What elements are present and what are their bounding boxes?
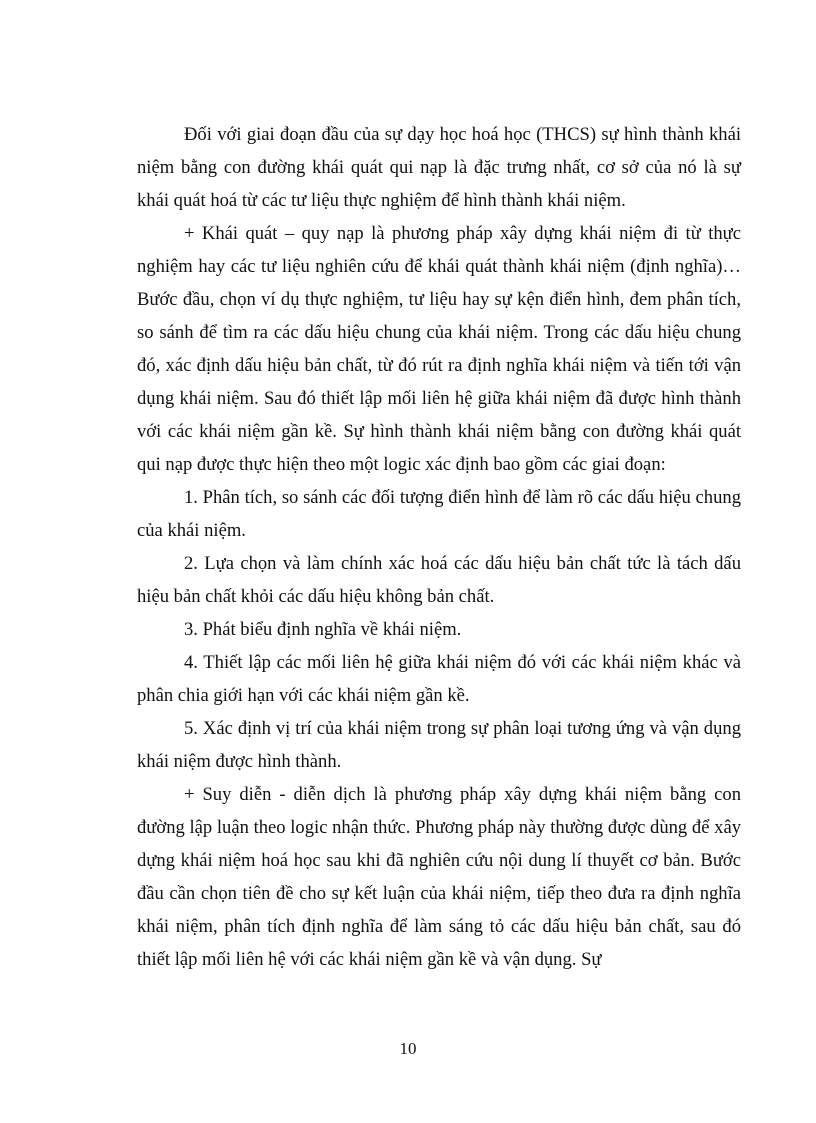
document-body (137, 118, 741, 976)
list-item-step-1: 1. Phân tích, so sánh các đối tượng điển hình để làm rõ các dấu hiệu chung của khái niệm. (137, 487, 741, 541)
list-item-step-4: 4. Thiết lập các mối liên hệ giữa khái niệm đó với các khái niệm khác và phân chia giới hạn với các khái niệm gần kề. (137, 652, 741, 706)
list-item-step-5: 5. Xác định vị trí của khái niệm trong sự phân loại tương ứng và vận dụng khái niệm được hình thành. (137, 718, 741, 772)
paragraph-deductive-method: + Suy diễn - diễn dịch là phương pháp xây dựng khái niệm bằng con đường lập luận theo logic nhận thức. Phương pháp này thường được dùng để xây dựng khái niệm hoá học sau khi đã nghiên cứu nội dung lí thuyết cơ bản. Bước đầu cần chọn tiên đề cho sự kết luận của khái niệm, tiếp theo đưa ra định nghĩa khái niệm, phân tích định nghĩa để làm sáng tỏ các dấu hiệu bản chất, sau đó thiết lập mối liên hệ với các khái niệm gần kề và vận dụng. Sự (137, 784, 741, 970)
paragraph-inductive-method: + Khái quát – quy nạp là phương pháp xây dựng khái niệm đi từ thực nghiệm hay các tư liệu nghiên cứu để khái quát thành khái niệm (định nghĩa)…Bước đầu, chọn ví dụ thực nghiệm, tư liệu hay sự kện điển hình, đem phân tích, so sánh để tìm ra các dấu hiệu chung của khái niệm. Trong các dấu hiệu chung đó, xác định dấu hiệu bản chất, từ đó rút ra định nghĩa khái niệm và tiến tới vận dụng khái niệm. Sau đó thiết lập mối liên hệ giữa khái niệm đã được hình thành với các khái niệm gần kề. Sự hình thành khái niệm bằng con đường khái quát qui nạp được thực hiện theo một logic xác định bao gồm các giai đoạn: (137, 223, 741, 475)
paragraph-intro: Đối với giai đoạn đầu của sự dạy học hoá học (THCS) sự hình thành khái niệm bằng con đường khái quát qui nạp là đặc trưng nhất, cơ sở của nó là sự khái quát hoá từ các tư liệu thực nghiệm để hình thành khái niệm. (137, 124, 741, 211)
page-number: 10 (399, 1039, 417, 1058)
list-item-step-2: 2. Lựa chọn và làm chính xác hoá các dấu hiệu bản chất tức là tách dấu hiệu bản chất khỏi các dấu hiệu không bản chất. (137, 553, 741, 607)
list-item-step-3: 3. Phát biểu định nghĩa về khái niệm. (184, 619, 462, 640)
